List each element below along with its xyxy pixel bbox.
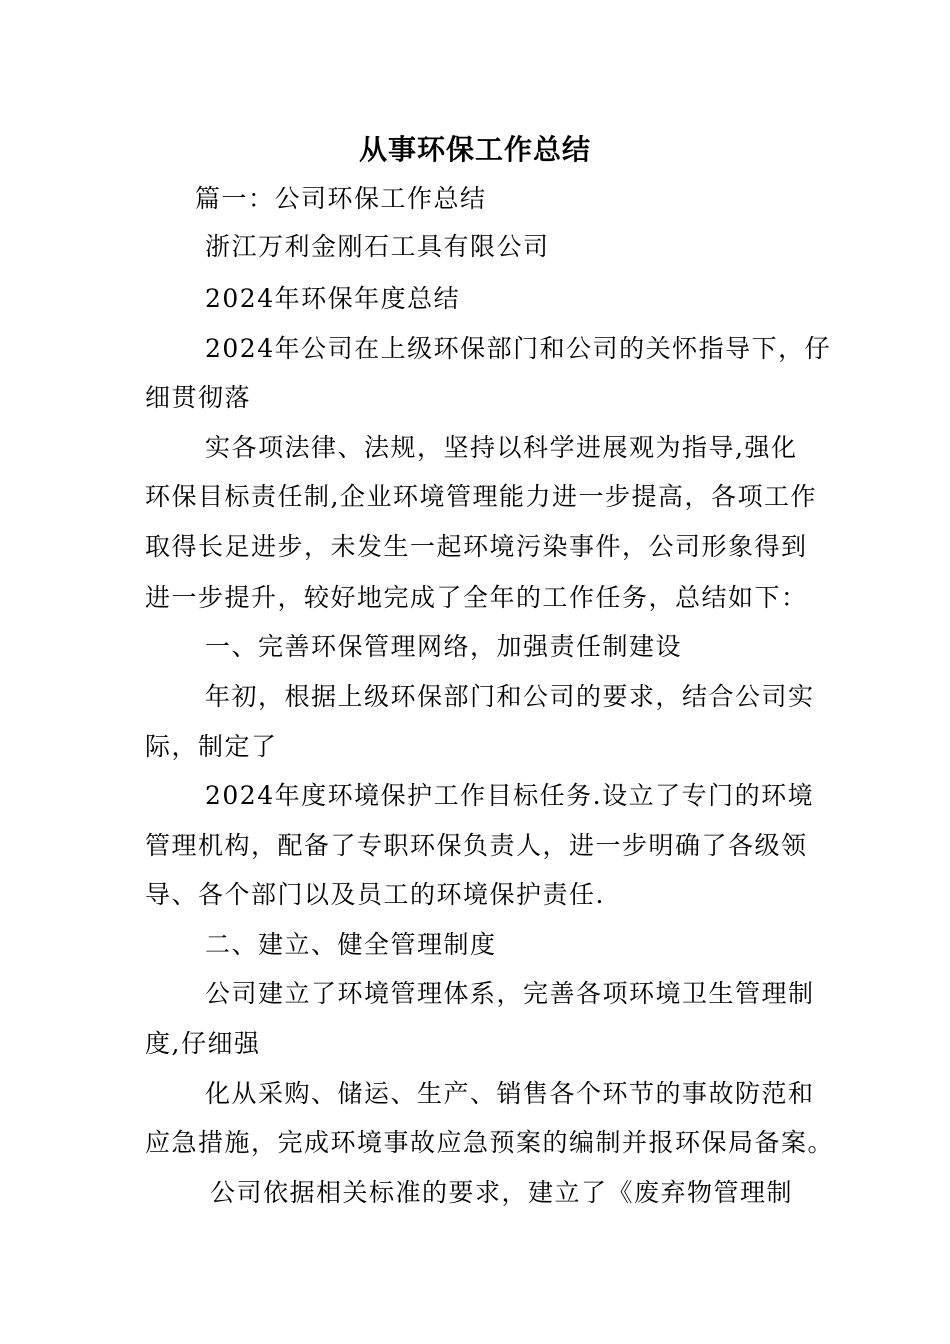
- paragraph-line: 导、各个部门以及员工的环境保护责任.: [145, 880, 605, 909]
- company-name: 浙江万利金刚石工具有限公司: [205, 232, 550, 261]
- section-heading: 一、完善环保管理网络，加强责任制建设: [205, 632, 683, 661]
- paragraph-line: 2024年公司在上级环保部门和公司的关怀指导下，仔: [205, 334, 832, 363]
- paragraph-line: 度,仔细强: [145, 1029, 261, 1058]
- paragraph-line: 公司建立了环境管理体系，完善各项环境卫生管理制: [205, 979, 815, 1008]
- paragraph-line: 管理机构，配备了专职环保负责人，进一步明确了各级领: [145, 831, 808, 860]
- paragraph-line: 年初，根据上级环保部门和公司的要求，结合公司实: [205, 682, 815, 711]
- paragraph-line: 际，制定了: [145, 732, 278, 761]
- paragraph-line: 化从采购、储运、生产、销售各个环节的事故防范和: [205, 1079, 815, 1108]
- paragraph-line: 环保目标责任制,企业环境管理能力进一步提高，各项工作: [145, 482, 817, 511]
- paragraph-line: 应急措施，完成环境事故应急预案的编制并报环保局备案。: [145, 1128, 835, 1157]
- paragraph-line: 进一步提升，较好地完成了全年的工作任务，总结如下：: [145, 583, 808, 612]
- paragraph-line: 细贯彻落: [145, 383, 252, 412]
- report-title: 2024年环保年度总结: [205, 284, 461, 313]
- paragraph-line: 实各项法律、法规，坚持以科学进展观为指导,强化: [205, 433, 798, 462]
- document-title: 从事环保工作总结: [358, 133, 591, 166]
- section-heading: 篇一：公司环保工作总结: [195, 184, 487, 213]
- section-heading: 二、建立、健全管理制度: [205, 930, 497, 959]
- paragraph-line: 2024年度环境保护工作目标任务.设立了专门的环境: [205, 781, 815, 810]
- paragraph-line: 公司依据相关标准的要求，建立了《废弃物管理制: [210, 1178, 794, 1207]
- paragraph-line: 取得长足进步，未发生一起环境污染事件，公司形象得到: [145, 532, 808, 561]
